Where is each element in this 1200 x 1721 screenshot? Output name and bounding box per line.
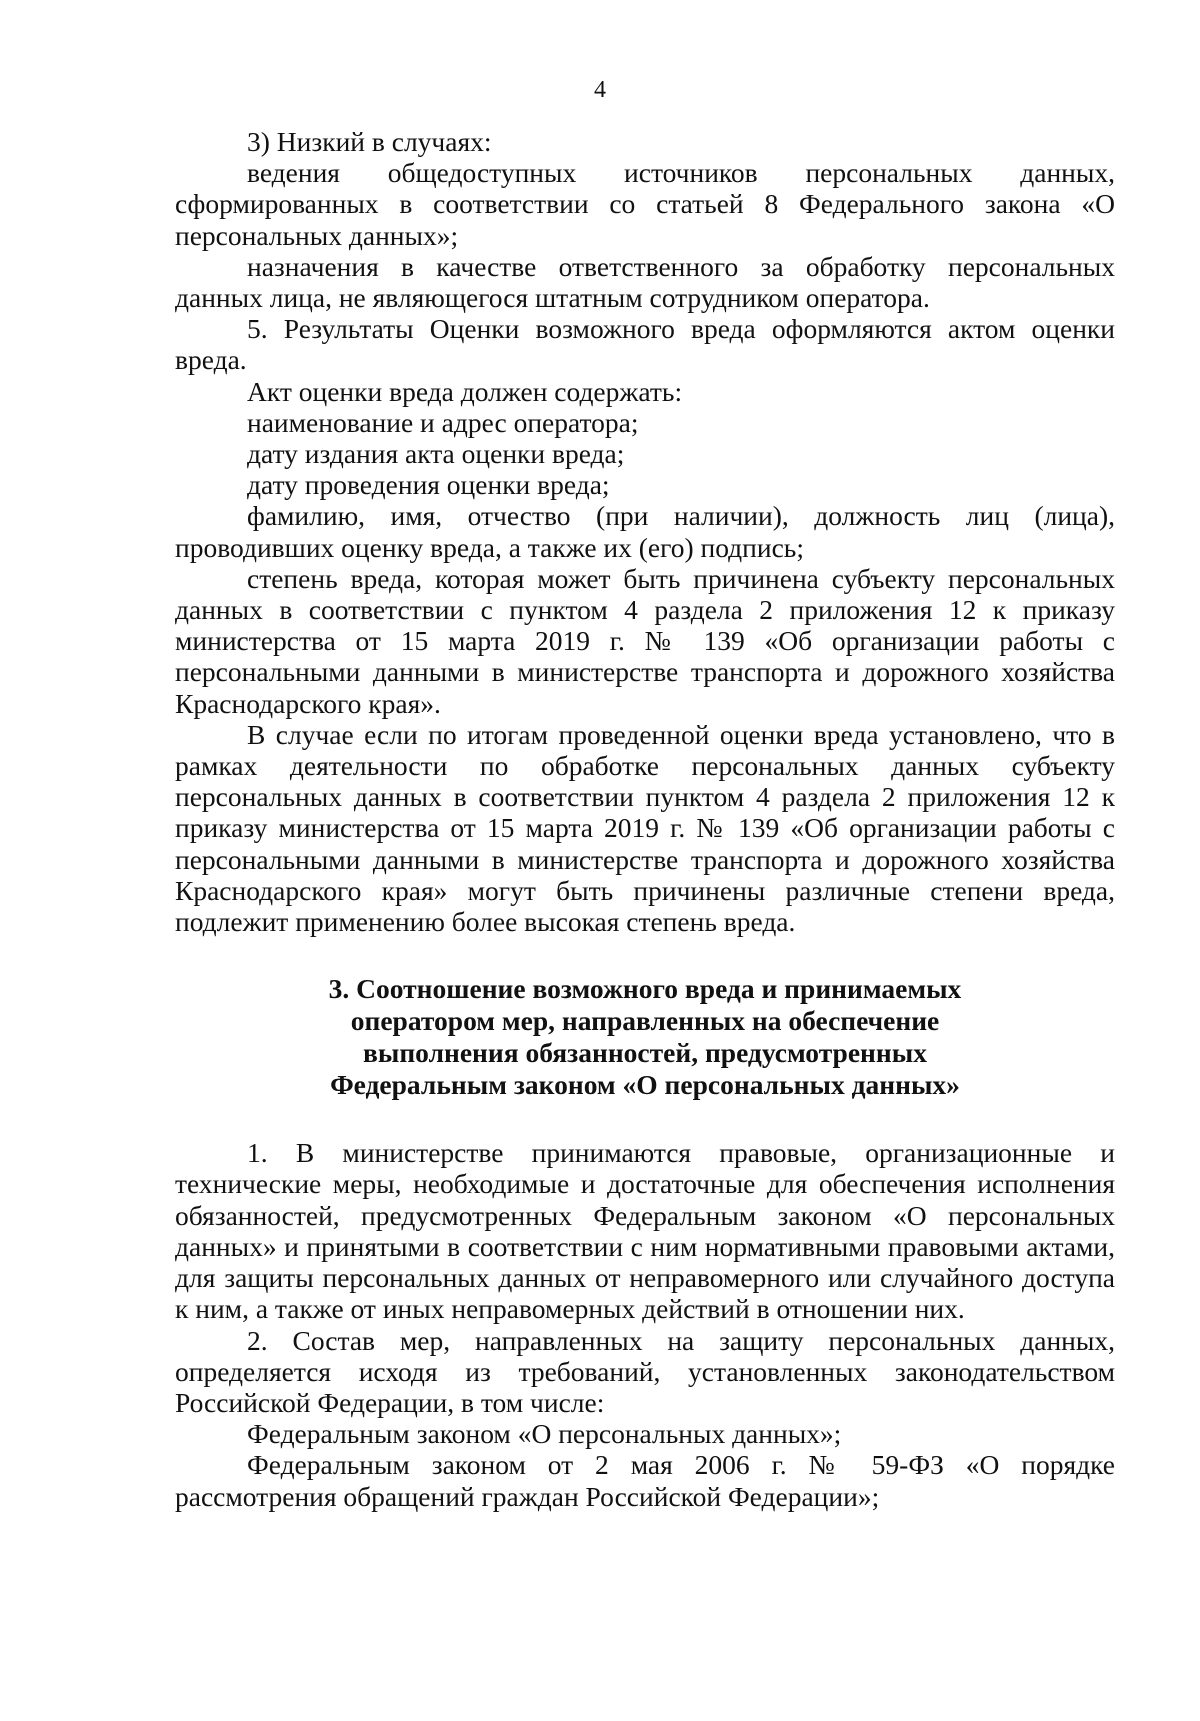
paragraph-law-personal-data: Федеральным законом «О персональных данных»; bbox=[247, 1418, 842, 1450]
section-heading-line: Федеральным законом «О персональных данных» bbox=[330, 1069, 960, 1101]
paragraph-responsible-person: назначения в качестве ответственного за обработку персональных данных лица, не являющегося штатным сотрудником оператора. bbox=[175, 250, 1115, 314]
section-heading-line: оператором мер, направленных на обеспечение bbox=[350, 1005, 940, 1037]
paragraph-assessment-date: дату проведения оценки вреда; bbox=[247, 469, 610, 501]
paragraph-act-date: дату издания акта оценки вреда; bbox=[247, 438, 625, 470]
section-heading-line: выполнения обязанностей, предусмотренных bbox=[363, 1037, 927, 1069]
paragraph-results-act: 5. Результаты Оценки возможного вреда оформляются актом оценки вреда. bbox=[175, 313, 1115, 376]
document-body bbox=[175, 126, 1115, 1512]
paragraph-higher-degree: В случае если по итогам проведенной оценки вреда установлено, что в рамках деятельности по обработке персональных данных субъекту персональных данных в соответствии пунктом 4 раздела 2 приложения 12 к приказу министерства от 15 марта 2019 г. № 139 «Об организации работы с персональными данными в министерстве транспорта и дорожного хозяйства Краснодарского края» могут быть причинены различные степени вреда, подлежит применению более высокая степень вреда. bbox=[175, 718, 1115, 938]
paragraph-operator-name: наименование и адрес оператора; bbox=[247, 406, 639, 438]
paragraph-harm-degree: степень вреда, которая может быть причинена субъекту персональных данных в соответствии с пунктом 4 раздела 2 приложения 12 к приказу министерства от 15 марта 2019 г. № 139 «Об организации работы с персональными данными в министерстве транспорта и дорожного хозяйства Краснодарского края». bbox=[175, 562, 1115, 719]
paragraph-act-contents: Акт оценки вреда должен содержать: bbox=[247, 375, 683, 407]
paragraph-public-sources: ведения общедоступных источников персональных данных, сформированных в соответствии со статьей 8 Федерального закона «О персональных данных»; bbox=[175, 157, 1115, 251]
page-number: 4 bbox=[594, 77, 606, 103]
section-heading bbox=[175, 973, 1115, 1101]
paragraph-low-cases: 3) Низкий в случаях: bbox=[247, 126, 492, 157]
paragraph-law-59fz: Федеральным законом от 2 мая 2006 г. № 59-ФЗ «О порядке рассмотрения обращений граждан Российской Федерации»; bbox=[175, 1449, 1115, 1512]
section-heading-line: 3. Соотношение возможного вреда и принимаемых bbox=[328, 973, 962, 1005]
paragraph-measures-composition: 2. Состав мер, направленных на защиту персональных данных, определяется исходя из требований, установленных законодательством Российской Федерации, в том числе: bbox=[175, 1324, 1115, 1418]
paragraph-measures: 1. В министерстве принимаются правовые, организационные и технические меры, необходимые и достаточные для обеспечения исполнения обязанностей, предусмотренных Федеральным законом «О персональных данных» и принятыми в соответствии с ним нормативными правовыми актами, для защиты персональных данных от неправомерного или случайного доступа к ним, а также от иных неправомерных действий в отношении них. bbox=[175, 1137, 1115, 1325]
paragraph-persons-signature: фамилию, имя, отчество (при наличии), должность лиц (лица), проводивших оценку вреда, а также их (его) подпись; bbox=[175, 500, 1115, 563]
